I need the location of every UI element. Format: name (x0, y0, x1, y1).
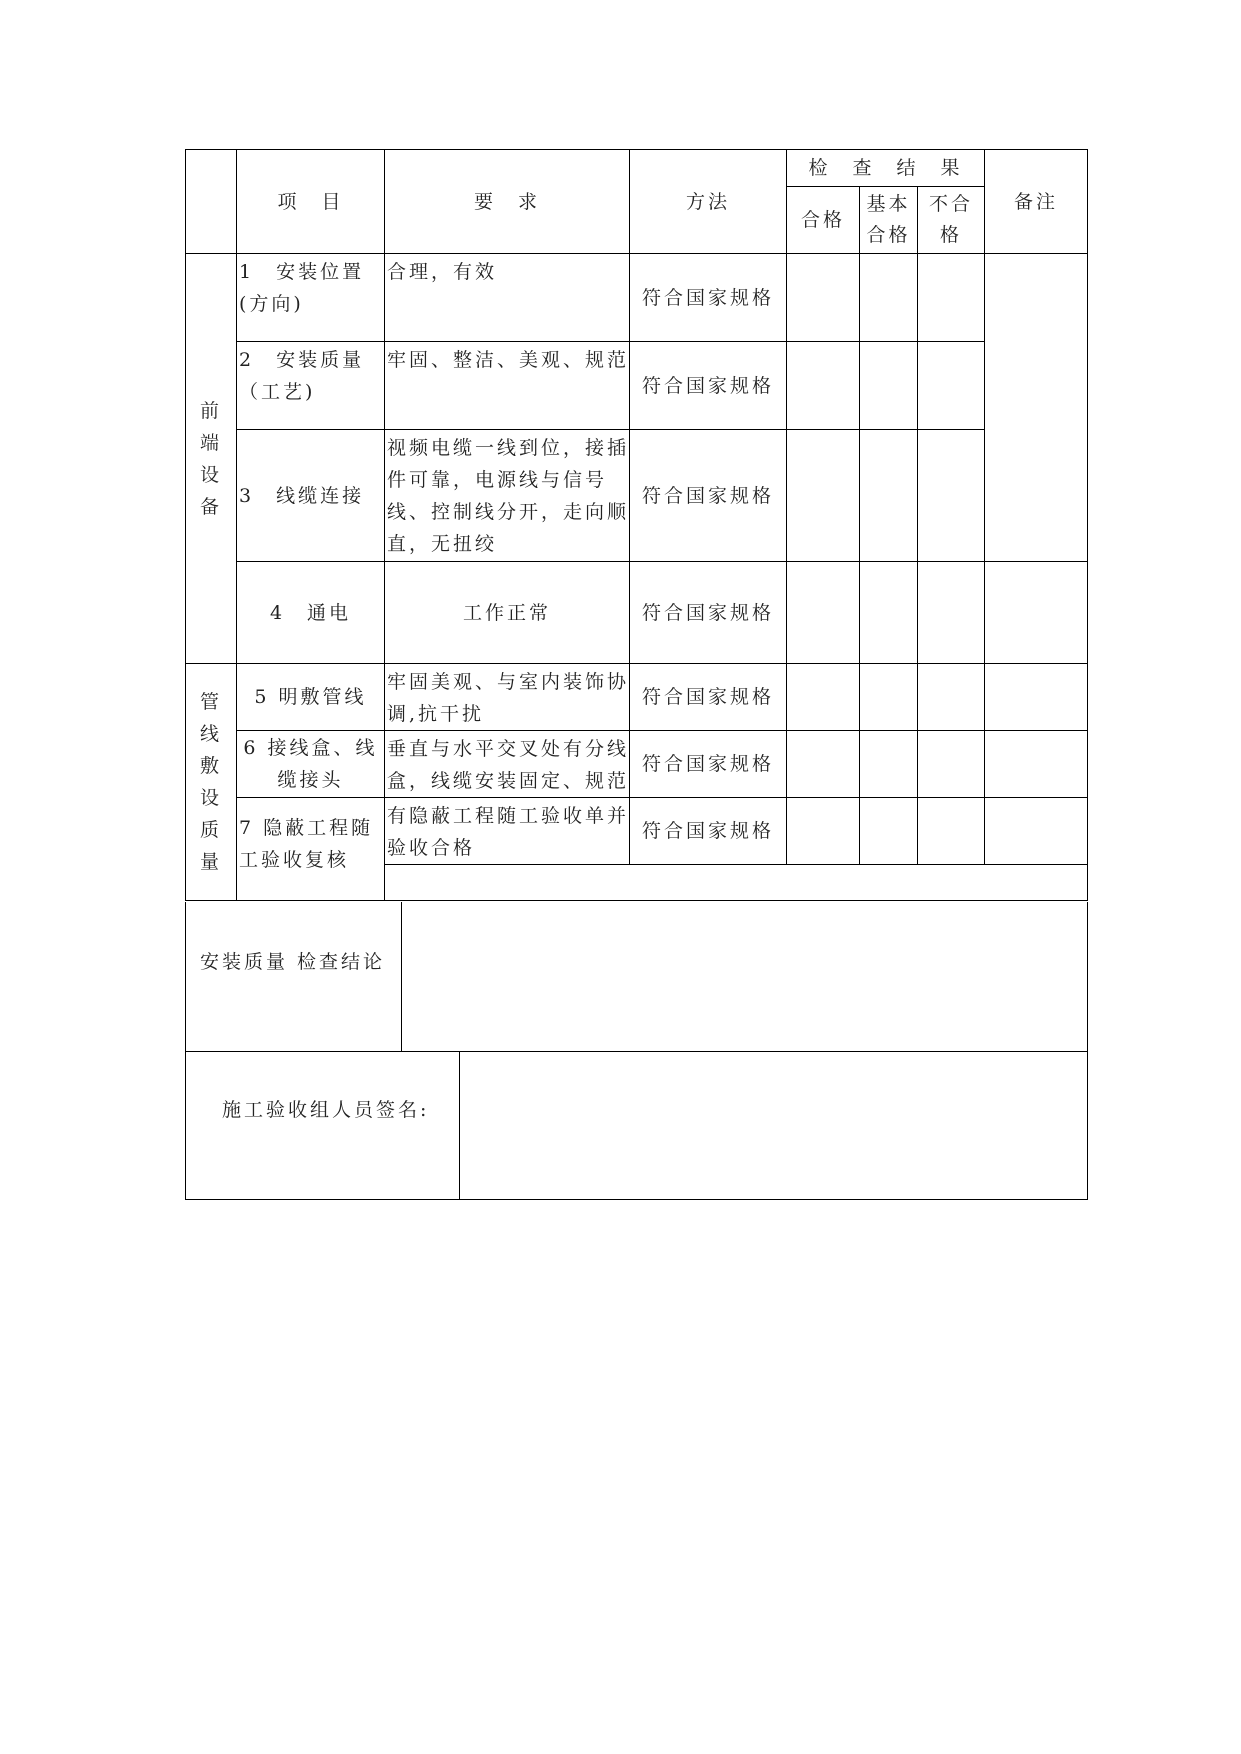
signature-label: 施工验收组人员签名: (186, 1051, 460, 1199)
conclusion-input-area[interactable] (402, 902, 1088, 1051)
remarks-cell[interactable] (985, 562, 1088, 664)
group-pipe-char: 敷 (199, 755, 222, 777)
result-pass-cell[interactable] (787, 562, 860, 664)
row-method: 符合国家规格 (630, 798, 787, 865)
result-basic-pass-cell[interactable] (860, 731, 918, 798)
row-requirement: 垂直与水平交叉处有分线盒，线缆安装固定、规范 (385, 731, 630, 798)
group-front-equipment (186, 254, 237, 664)
result-basic-pass-cell[interactable] (860, 430, 918, 562)
row-item: 1 安装位置(方向) (237, 254, 385, 342)
result-basic-pass-cell[interactable] (860, 664, 918, 731)
row-item: 6 接线盒、线缆接头 (237, 731, 385, 798)
row-method: 符合国家规格 (630, 430, 787, 562)
result-fail-cell[interactable] (918, 562, 985, 664)
header-basic-pass-line2: 合格 (866, 224, 911, 246)
row-requirement: 牢固、整洁、美观、规范 (385, 342, 630, 430)
header-remarks: 备注 (985, 150, 1088, 254)
group-front-char: 端 (199, 431, 222, 454)
group-pipe-char: 管 (199, 691, 222, 713)
result-pass-cell[interactable] (787, 798, 860, 865)
result-fail-cell[interactable] (918, 798, 985, 865)
result-pass-cell[interactable] (787, 731, 860, 798)
group-front-char: 设 (199, 463, 222, 486)
result-pass-cell[interactable] (787, 430, 860, 562)
header-blank-cell (186, 150, 237, 254)
header-item: 项 目 (237, 150, 385, 254)
row-item: 7 隐蔽工程随工验收复核 (237, 798, 385, 901)
group-pipe-laying-quality (186, 664, 237, 901)
row-item: 2 安装质量（工艺) (237, 342, 385, 430)
header-fail-line1: 不合 (928, 193, 973, 215)
signature-input-area[interactable] (460, 1051, 1088, 1199)
result-basic-pass-cell[interactable] (860, 562, 918, 664)
inspection-table (185, 149, 1088, 901)
row-item: 5 明敷管线 (237, 664, 385, 731)
result-basic-pass-cell[interactable] (860, 342, 918, 430)
result-fail-cell[interactable] (918, 430, 985, 562)
group-front-char: 备 (199, 495, 222, 518)
remarks-cell[interactable] (985, 254, 1088, 562)
conclusion-label: 安装质量 检查结论 (186, 902, 402, 1051)
row-requirement: 视频电缆一线到位，接插件可靠，电源线与信号线、控制线分开，走向顺直，无扭绞 (385, 430, 630, 562)
header-fail (918, 187, 985, 254)
row-requirement: 牢固美观、与室内装饰协调,抗干扰 (385, 664, 630, 731)
header-basic-pass (860, 187, 918, 254)
remarks-cell[interactable] (985, 731, 1088, 798)
header-basic-pass-line1: 基本 (866, 193, 911, 215)
header-fail-line2: 格 (939, 224, 962, 246)
group-pipe-char: 线 (199, 723, 222, 745)
header-result-group: 检 查 结 果 (787, 150, 985, 187)
remarks-cell[interactable] (985, 798, 1088, 865)
result-pass-cell[interactable] (787, 342, 860, 430)
result-pass-cell[interactable] (787, 664, 860, 731)
row-method: 符合国家规格 (630, 254, 787, 342)
row-requirement: 合理，有效 (385, 254, 630, 342)
result-fail-cell[interactable] (918, 254, 985, 342)
row-requirement: 有隐蔽工程随工验收单并验收合格 (385, 798, 630, 865)
row-method: 符合国家规格 (630, 562, 787, 664)
result-basic-pass-cell[interactable] (860, 254, 918, 342)
group-pipe-char: 量 (199, 851, 222, 873)
row-method: 符合国家规格 (630, 731, 787, 798)
result-basic-pass-cell[interactable] (860, 798, 918, 865)
group-front-char: 前 (199, 399, 222, 422)
row-item: 3 线缆连接 (237, 430, 385, 562)
blank-spacer-row (385, 865, 1088, 901)
result-fail-cell[interactable] (918, 731, 985, 798)
header-method: 方法 (630, 150, 787, 254)
conclusion-table (185, 902, 1088, 1052)
row-requirement: 工作正常 (385, 562, 630, 664)
result-fail-cell[interactable] (918, 342, 985, 430)
row-item: 4 通电 (237, 562, 385, 664)
header-requirement: 要 求 (385, 150, 630, 254)
header-pass: 合格 (787, 187, 860, 254)
result-pass-cell[interactable] (787, 254, 860, 342)
group-pipe-char: 设 (199, 787, 222, 809)
row-method: 符合国家规格 (630, 342, 787, 430)
remarks-cell[interactable] (985, 664, 1088, 731)
row-method: 符合国家规格 (630, 664, 787, 731)
result-fail-cell[interactable] (918, 664, 985, 731)
signature-table (185, 1051, 1088, 1200)
group-pipe-char: 质 (199, 819, 222, 841)
